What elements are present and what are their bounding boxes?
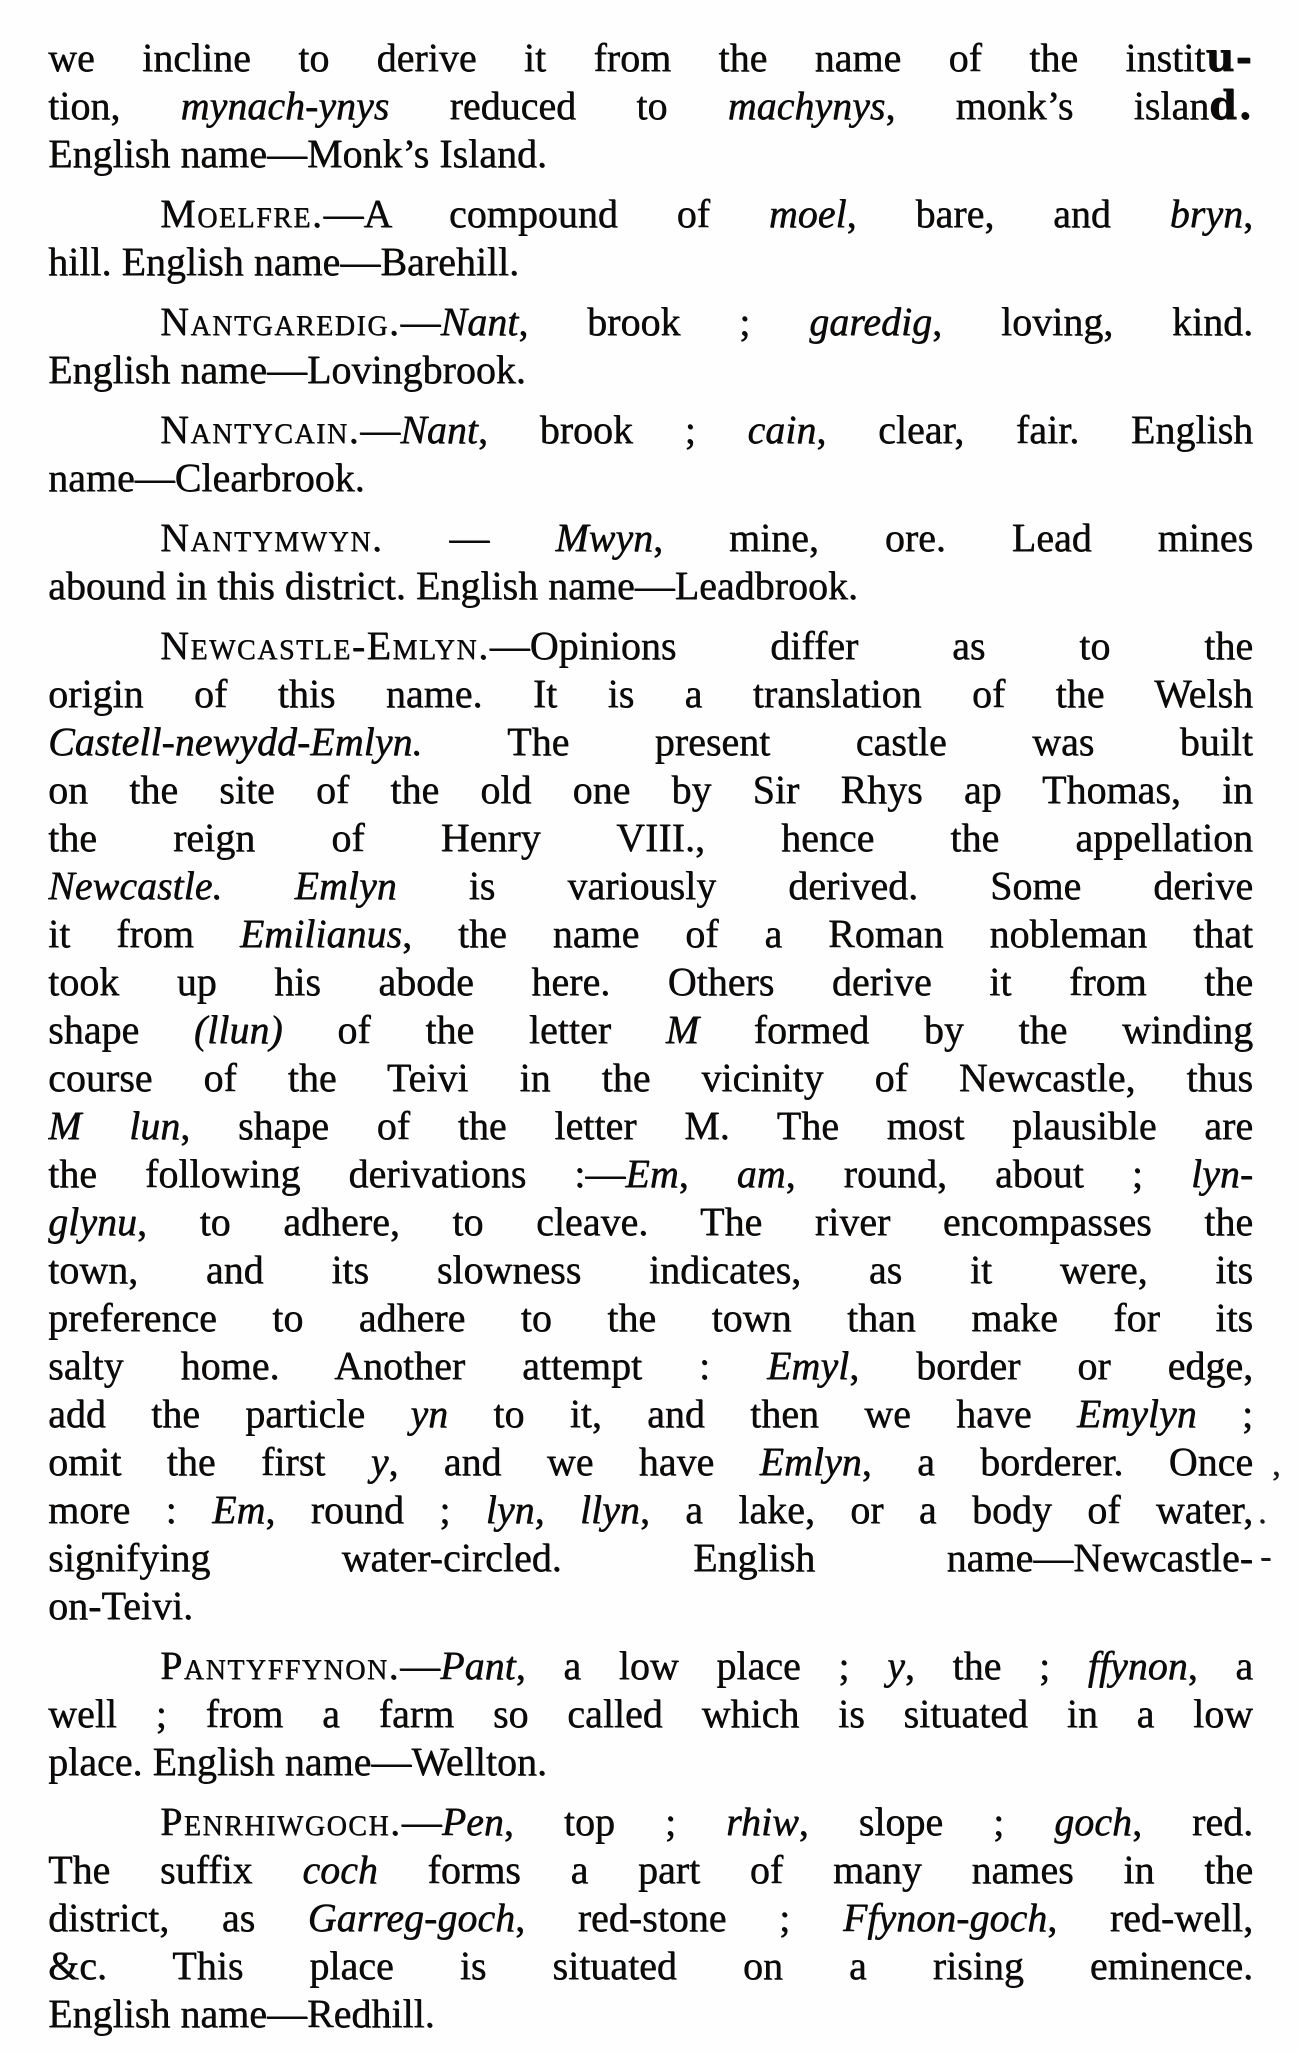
text-segment: omit the first [48, 1439, 371, 1484]
text-line [48, 1438, 1253, 1486]
text-segment: machynys [727, 83, 886, 128]
text-segment: , a borderer. Once [861, 1439, 1253, 1484]
text-segment: mynach-ynys [180, 83, 390, 128]
text-segment: , a [1187, 1643, 1253, 1688]
text-segment: took up his abode here. Others derive it from the [48, 959, 1253, 1004]
text-segment: Emyl [766, 1343, 850, 1388]
text-segment: , red-stone ; [515, 1895, 843, 1940]
text-line [48, 622, 1253, 670]
text-segment: shape [48, 1007, 194, 1052]
text-segment: M lun [48, 1103, 181, 1148]
text-segment: moel [768, 191, 847, 236]
text-segment: English name—Lovingbrook. [48, 347, 526, 392]
text-segment: —A compound of [323, 191, 769, 236]
text-line [48, 814, 1253, 862]
text-segment: , loving, kind. [932, 299, 1253, 344]
text-segment: of the letter [282, 1007, 666, 1052]
text-segment: salty home. Another attempt : [48, 1343, 767, 1388]
text-segment: Ffynon-goch [842, 1895, 1048, 1940]
text-segment: rhiw [725, 1799, 799, 1844]
text-line [48, 1642, 1253, 1690]
text-segment: to it, and then we have [448, 1391, 1077, 1436]
scan-artifact: , [1272, 1446, 1281, 1483]
text-line [48, 1246, 1253, 1294]
text-segment: place. English name—Wellton. [48, 1739, 547, 1784]
paragraph-newcastle-emlyn [48, 622, 1253, 1630]
text-segment: Garreg-goch [307, 1895, 515, 1940]
text-segment: — [383, 515, 556, 560]
page-text [48, 34, 1253, 2038]
text-line [48, 82, 1253, 130]
text-line [48, 1690, 1253, 1738]
text-segment: Emlyn [294, 863, 397, 908]
text-segment: , bare, and [846, 191, 1170, 236]
headword: Nantycain. [160, 407, 361, 452]
paragraph-nantycain [48, 406, 1253, 502]
text-segment [222, 863, 294, 908]
text-segment: lyn- [1190, 1151, 1253, 1196]
text-segment: town, and its slowness indicates, as it were, its [48, 1247, 1253, 1292]
text-segment: preference to adhere to the town than make for its [48, 1295, 1253, 1340]
text-segment: Newcastle. [48, 863, 223, 908]
text-line [48, 406, 1253, 454]
text-line [48, 1390, 1253, 1438]
text-segment: Nant [400, 407, 478, 452]
text-segment: signifying water-circled. English name—Newcastle- [48, 1535, 1253, 1580]
text-line [48, 298, 1253, 346]
text-line [48, 238, 1253, 286]
paragraph-moelfre [48, 190, 1253, 286]
text-line [48, 190, 1253, 238]
text-segment: — [401, 1799, 442, 1844]
text-line [48, 130, 1253, 178]
text-segment: y [886, 1643, 905, 1688]
text-segment: it from [48, 911, 240, 956]
text-segment: English name—Monk’s Island. [48, 131, 547, 176]
text-line [48, 346, 1253, 394]
headword: Pantyffynon. [160, 1643, 401, 1688]
text-segment: Pant [440, 1643, 516, 1688]
text-line [48, 1006, 1253, 1054]
text-segment: Nant [440, 299, 519, 344]
text-segment: origin of this name. It is a translation of the Welsh [48, 671, 1253, 716]
text-segment: ffynon [1087, 1643, 1188, 1688]
paragraph-nantgaredig [48, 298, 1253, 394]
text-segment: —Opinions differ as to the [489, 623, 1253, 668]
text-segment: the following derivations :— [48, 1151, 626, 1196]
text-line [48, 766, 1253, 814]
text-segment: , border or edge, [849, 1343, 1253, 1388]
text-line [48, 1798, 1253, 1846]
text-line [48, 718, 1253, 766]
text-segment: The present castle was built [422, 719, 1253, 764]
text-line [48, 1150, 1253, 1198]
text-line [48, 910, 1253, 958]
text-segment: ; [1196, 1391, 1253, 1436]
text-segment: English name—Redhill. [48, 1991, 435, 2036]
scan-artifact: - [1260, 1538, 1272, 1575]
text-segment: , and we have [388, 1439, 760, 1484]
headword: Penrhiwgoch. [160, 1799, 402, 1844]
headword: Moelfre. [160, 191, 324, 236]
text-line [48, 514, 1253, 562]
text-segment: , a low place ; [515, 1643, 887, 1688]
text-line [48, 1534, 1253, 1582]
text-segment: reduced to [389, 83, 728, 128]
text-segment: name—Clearbrook. [48, 455, 365, 500]
text-line [48, 1054, 1253, 1102]
text-segment: Mwyn [555, 515, 653, 560]
text-segment: garedig [809, 299, 933, 344]
text-segment: formed by the winding [698, 1007, 1253, 1052]
scan-artifact: . [1258, 1494, 1267, 1531]
text-segment: more : [48, 1487, 212, 1532]
text-segment: bryn [1169, 191, 1243, 236]
text-segment: , round ; [265, 1487, 486, 1532]
text-segment: — [360, 407, 401, 452]
headword: Newcastle-Emlyn. [160, 623, 490, 668]
text-line [48, 958, 1253, 1006]
text-segment: , slope ; [798, 1799, 1055, 1844]
text-segment: , monk’s islan [885, 83, 1210, 128]
text-segment: — [400, 1643, 441, 1688]
text-line [48, 454, 1253, 502]
text-line [48, 1894, 1253, 1942]
text-line [48, 1846, 1253, 1894]
text-segment: , red. [1131, 1799, 1253, 1844]
text-segment: Emilianus [239, 911, 402, 956]
text-segment: cain [747, 407, 817, 452]
text-segment: , round, about ; [785, 1151, 1191, 1196]
headword: Nantymwyn. [160, 515, 384, 560]
text-segment: Emlyn [759, 1439, 862, 1484]
text-segment: the reign of Henry VIII., hence the appellation [48, 815, 1253, 860]
text-segment: tion, [48, 83, 181, 128]
text-segment: add the particle [48, 1391, 411, 1436]
scan-artifact-letter: u- [1205, 34, 1253, 81]
headword: Nantgaredig. [160, 299, 401, 344]
text-line [48, 670, 1253, 718]
text-segment: hill. English name—Barehill. [48, 239, 520, 284]
text-segment: lyn, llyn [485, 1487, 640, 1532]
paragraph-penrhiwgoch [48, 1798, 1253, 2038]
text-segment: Em [211, 1487, 266, 1532]
text-line [48, 1198, 1253, 1246]
text-segment: (llun) [193, 1007, 283, 1052]
text-line [48, 34, 1253, 82]
text-segment: glynu [48, 1199, 137, 1244]
text-segment: , the name of a Roman nobleman that [401, 911, 1253, 956]
text-segment: M [665, 1007, 699, 1052]
text-segment: on the site of the old one by Sir Rhys ap Thomas, in [48, 767, 1253, 812]
text-segment: , brook ; [518, 299, 810, 344]
text-line [48, 862, 1253, 910]
text-segment: Castell-newydd-Emlyn. [48, 719, 423, 764]
text-segment: Emylyn [1076, 1391, 1197, 1436]
text-segment: — [400, 299, 441, 344]
text-segment: is variously derived. Some derive [396, 863, 1253, 908]
text-segment: we incline to derive it from the name of the instit [48, 35, 1206, 80]
text-segment: am [736, 1151, 786, 1196]
text-line [48, 1738, 1253, 1786]
paragraph-pantyffynon [48, 1642, 1253, 1786]
paragraph-nantymwyn [48, 514, 1253, 610]
text-segment: abound in this district. English name—Leadbrook. [48, 563, 858, 608]
text-segment: course of the Teivi in the vicinity of Newcastle, thus [48, 1055, 1253, 1100]
text-segment: district, as [48, 1895, 308, 1940]
text-line [48, 1102, 1253, 1150]
text-line [48, 1294, 1253, 1342]
text-segment: forms a part of many names in the [377, 1847, 1253, 1892]
text-segment: on-Teivi. [48, 1583, 193, 1628]
text-segment: goch [1054, 1799, 1132, 1844]
text-segment: , clear, fair. English [816, 407, 1253, 452]
text-segment: , a lake, or a body of water, [639, 1487, 1253, 1532]
text-line [48, 1942, 1253, 1990]
paragraph-institution-continuation [48, 34, 1253, 178]
text-segment: well ; from a farm so called which is situated in a low [48, 1691, 1253, 1736]
text-line [48, 1990, 1253, 2038]
text-segment: , mine, ore. Lead mines [652, 515, 1253, 560]
text-line [48, 1486, 1253, 1534]
text-segment: yn [410, 1391, 448, 1436]
text-segment: coch [302, 1847, 378, 1892]
text-segment: , [1242, 191, 1253, 236]
text-segment: , brook ; [477, 407, 748, 452]
text-segment: Pen [441, 1799, 504, 1844]
text-segment: , red-well, [1047, 1895, 1253, 1940]
scan-artifact-letter: d. [1209, 82, 1253, 129]
text-segment: , shape of the letter M. The most plausible are [180, 1103, 1253, 1148]
text-line [48, 562, 1253, 610]
text-segment: , the ; [904, 1643, 1088, 1688]
text-segment: , [678, 1151, 737, 1196]
text-segment: y [370, 1439, 389, 1484]
text-segment: , to adhere, to cleave. The river encompasses the [136, 1199, 1253, 1244]
text-segment: Em [625, 1151, 679, 1196]
text-line [48, 1342, 1253, 1390]
text-line [48, 1582, 1253, 1630]
text-segment: , top ; [503, 1799, 726, 1844]
text-segment: The suffix [48, 1847, 303, 1892]
text-segment: &c. This place is situated on a rising eminence. [48, 1943, 1253, 1988]
